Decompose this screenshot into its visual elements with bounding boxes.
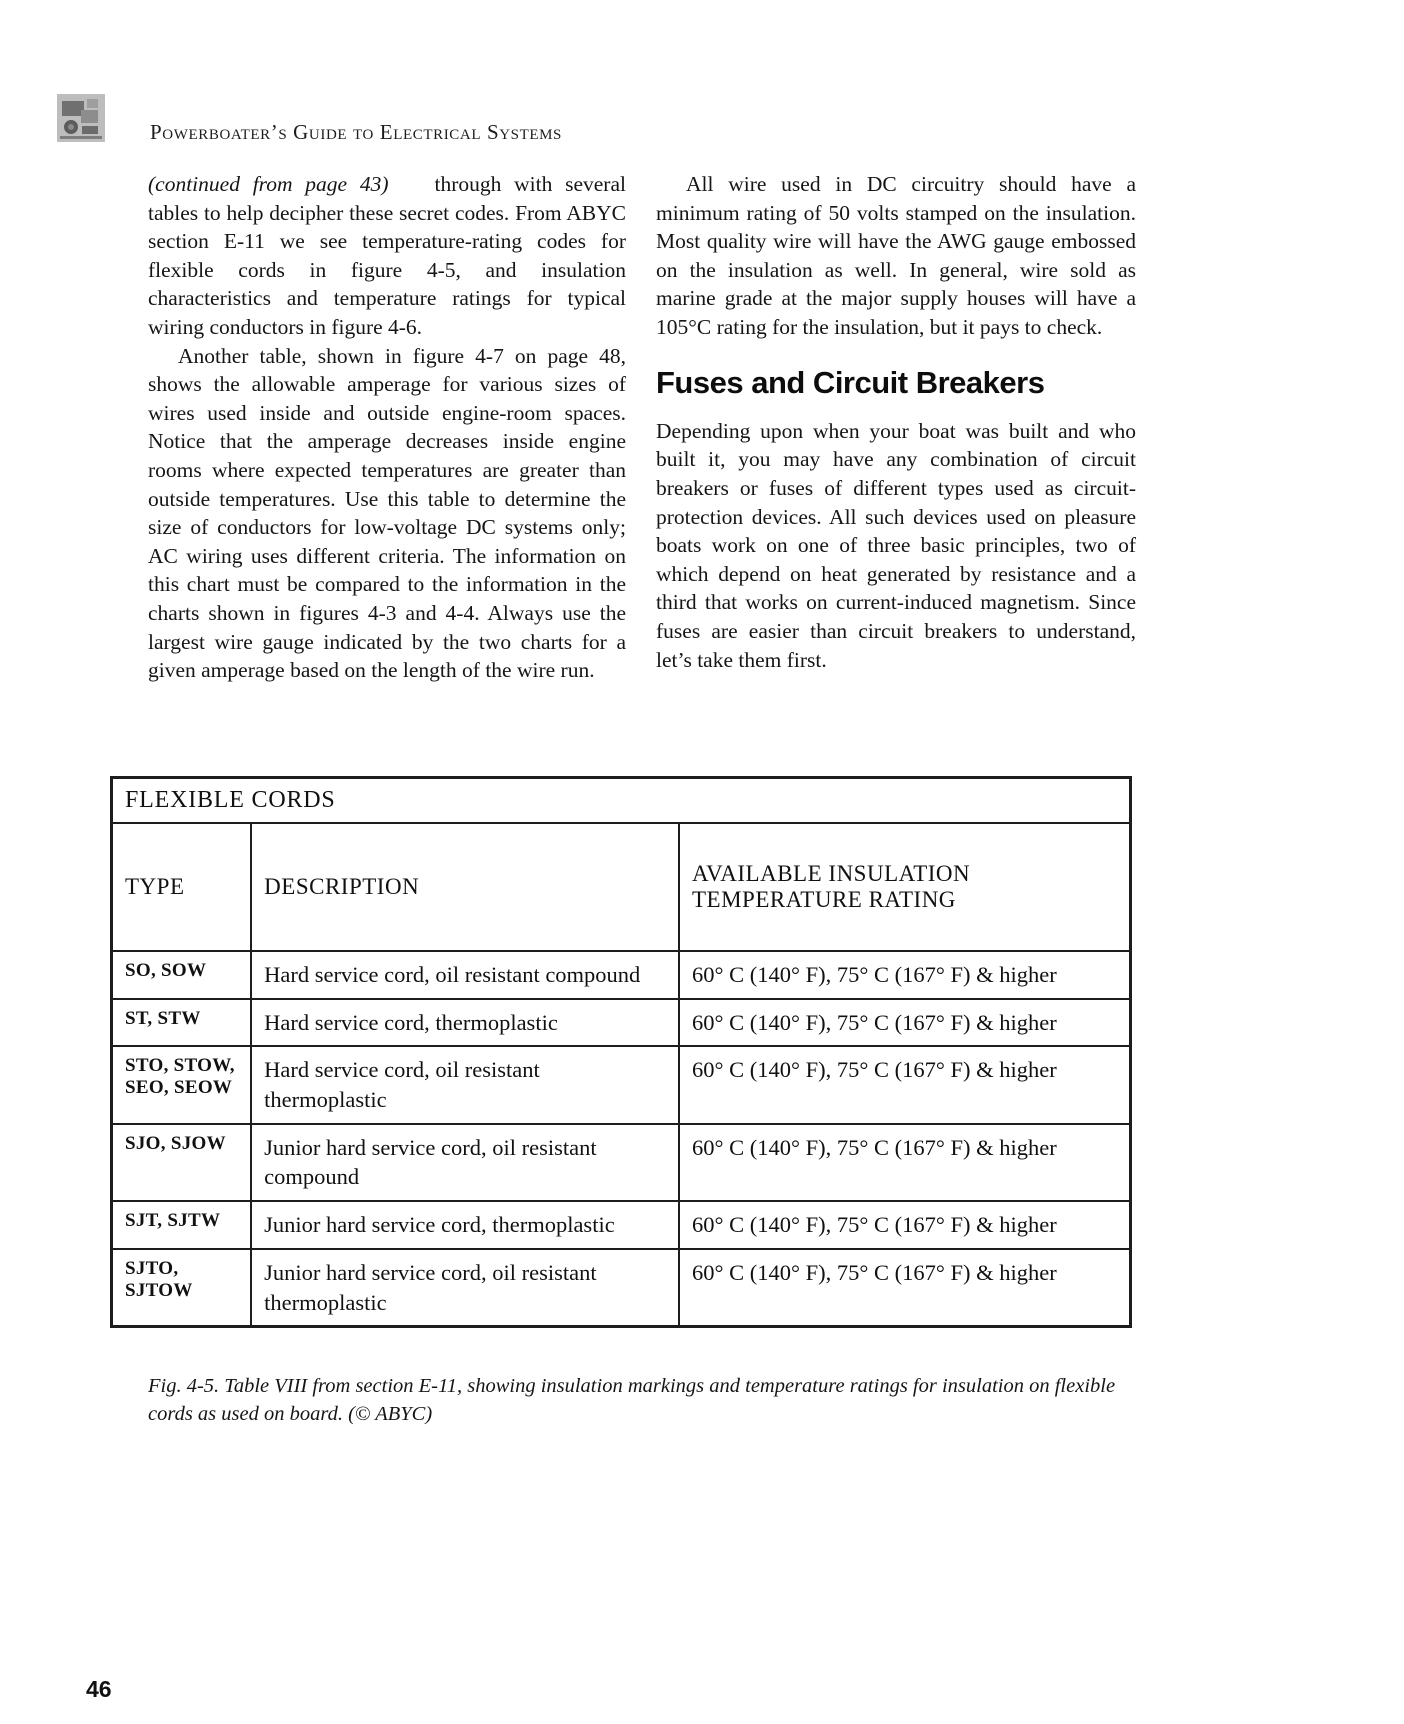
description-cell: Junior hard service cord, oil resistant compound [251, 1124, 679, 1201]
column-header-rating: AVAILABLE INSULATION TEMPERATURE RATING [679, 823, 1131, 951]
left-column [148, 170, 626, 685]
type-cell: SJTO, SJTOW [112, 1249, 252, 1327]
paragraph: All wire used in DC circuitry should have a minimum rating of 50 volts stamped on the insulation. Most quality wire will have the AWG gauge embossed on the insulation as well. In general, wire sold as marine grade at the major supply houses will have a 105°C rating for the insulation, but it pays to check. [656, 172, 1136, 339]
rating-cell: 60° C (140° F), 75° C (167° F) & higher [679, 1046, 1131, 1123]
paragraph-text: through with several tables to help decipher these secret codes. From ABYC section E-11 we see temperature-rating codes for flexible cords in figure 4-5, and insulation characteristics and temperature ratings for typical wiring conductors in figure 4-6. [148, 172, 626, 339]
description-cell: Hard service cord, oil resistant compound [251, 951, 679, 999]
page-number: 46 [86, 1676, 112, 1702]
table-row [112, 1046, 1131, 1123]
type-cell: STO, STOW, SEO, SEOW [112, 1046, 252, 1123]
table-row [112, 1249, 1131, 1327]
paragraph: Another table, shown in figure 4-7 on page 48, shows the allowable amperage for various sizes of wires used inside and outside engine-room spaces. Notice that the amperage decreases inside engine rooms where expected temperatures are greater than outside temperatures. Use this table to determine the size of conductors for low-voltage DC systems only; AC wiring uses different criteria. The information on this chart must be compared to the information in the charts shown in figures 4-3 and 4-4. Always use the largest wire gauge indicated by the two charts for a given amperage based on the length of the wire run. [148, 343, 626, 683]
flexible-cords-table [110, 776, 1132, 1328]
column-header-description: DESCRIPTION [251, 823, 679, 951]
table-row [112, 1124, 1131, 1201]
section-heading: Fuses and Circuit Breakers [656, 364, 1045, 400]
running-head: Powerboater’s Guide to Electrical Systems [150, 120, 563, 144]
description-cell: Junior hard service cord, oil resistant thermoplastic [251, 1249, 679, 1327]
type-cell: ST, STW [112, 999, 252, 1047]
description-cell: Junior hard service cord, thermoplastic [251, 1201, 679, 1249]
column-header-type: TYPE [112, 823, 252, 951]
figure-caption: Fig. 4-5. Table VIII from section E-11, showing insulation markings and temperature ratings for insulation on flexible cords as used on board. (© ABYC) [148, 1375, 1116, 1426]
type-cell: SO, SOW [112, 951, 252, 999]
table-row [112, 951, 1131, 999]
table-title: FLEXIBLE CORDS [112, 778, 1131, 824]
table-row [112, 999, 1131, 1047]
continued-note: (continued from page 43) [148, 172, 389, 196]
table-row [112, 1201, 1131, 1249]
rating-cell: 60° C (140° F), 75° C (167° F) & higher [679, 951, 1131, 999]
rating-cell: 60° C (140° F), 75° C (167° F) & higher [679, 1201, 1131, 1249]
rating-cell: 60° C (140° F), 75° C (167° F) & higher [679, 999, 1131, 1047]
paragraph-continued [148, 170, 626, 342]
table-header-row [112, 823, 1131, 951]
rating-cell: 60° C (140° F), 75° C (167° F) & higher [679, 1249, 1131, 1327]
description-cell: Hard service cord, oil resistant thermoplastic [251, 1046, 679, 1123]
description-cell: Hard service cord, thermoplastic [251, 999, 679, 1047]
right-column [656, 170, 1136, 674]
engine-ornament-icon [57, 94, 105, 142]
table-title-row [112, 778, 1131, 824]
paragraph: Depending upon when your boat was built and who built it, you may have any combination of circuit breakers or fuses of different types used as circuit-protection devices. All such devices used on pleasure boats work on one of three basic principles, two of which depend on heat generated by resistance and a third that works on current-induced magnetism. Since fuses are easier than circuit breakers to understand, let’s take them first. [656, 418, 1136, 672]
type-cell: SJO, SJOW [112, 1124, 252, 1201]
rating-cell: 60° C (140° F), 75° C (167° F) & higher [679, 1124, 1131, 1201]
type-cell: SJT, SJTW [112, 1201, 252, 1249]
